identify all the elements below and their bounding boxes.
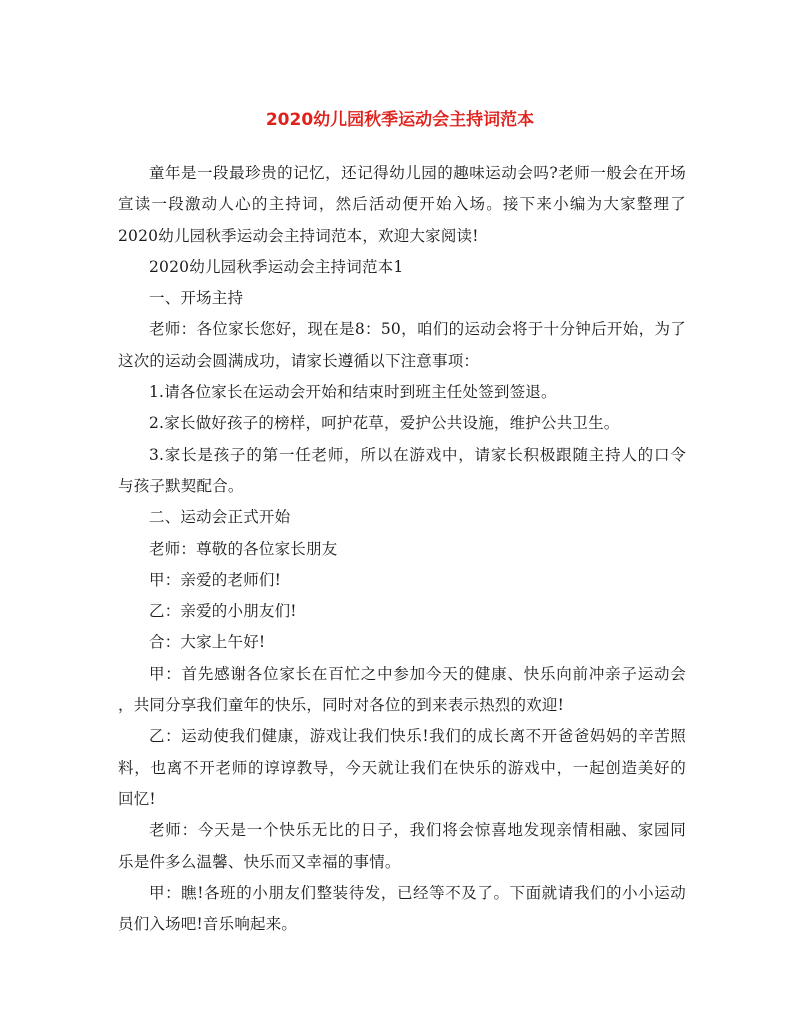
text-line: 一、开场主持 [149,289,244,308]
text-line: ，共同分享我们童年的快乐，同时对各位的到来表示热烈的欢迎! [118,696,565,715]
text-line: 老师：各位家长您好，现在是8：50，咱们的运动会将于十分钟后开始，为了 [149,320,686,339]
text-line: 甲：亲爱的老师们! [149,570,282,589]
text-line: 童年是一段最珍贵的记忆，还记得幼儿园的趣味运动会吗?老师一般会在开场 [149,164,686,182]
text-line: 与孩子默契配合。 [118,476,244,495]
document-title: 2020幼儿园秋季运动会主持词范本 [265,110,535,130]
text-line: 乐是件多么温馨、快乐而又幸福的事情。 [118,852,401,871]
text-line: 乙：运动使我们健康，游戏让我们快乐!我们的成长离不开爸爸妈妈的辛苦照 [149,727,686,746]
text-line: 老师：今天是一个快乐无比的日子，我们将会惊喜地发现亲情相融、家园同 [149,821,686,840]
text-line: 回忆! [118,789,156,808]
text-line: 老师：尊敬的各位家长朋友 [149,539,338,558]
text-line: 乙：亲爱的小朋友们! [149,602,297,621]
text-line: 甲：首先感谢各位家长在百忙之中参加今天的健康、快乐向前冲亲子运动会 [149,664,686,683]
text-line: 2.家长做好孩子的榜样，呵护花草，爱护公共设施，维护公共卫生。 [149,414,620,433]
text-line: 甲：瞧!各班的小朋友们整装待发，已经等不及了。下面就请我们的小小运动 [149,883,686,902]
text-line: 料，也离不开老师的谆谆教导，今天就让我们在快乐的游戏中，一起创造美好的 [118,758,686,777]
text-line: 宣读一段激动人心的主持词，然后活动便开始入场。接下来小编为大家整理了 [118,195,686,214]
document-body [118,158,686,940]
text-line: 合：大家上午好! [149,633,266,652]
text-line: 二、运动会正式开始 [149,508,291,527]
text-line: 2020幼儿园秋季运动会主持词范本1 [149,257,404,276]
text-line: 员们入场吧!音乐响起来。 [118,915,298,934]
text-line: 3.家长是孩子的第一任老师，所以在游戏中，请家长积极跟随主持人的口令 [149,445,686,464]
text-line: 这次的运动会圆满成功，请家长遵循以下注意事项： [118,351,480,370]
text-line: 1.请各位家长在运动会开始和结束时到班主任处签到签退。 [149,383,557,402]
text-line: 2020幼儿园秋季运动会主持词范本，欢迎大家阅读! [118,226,479,245]
